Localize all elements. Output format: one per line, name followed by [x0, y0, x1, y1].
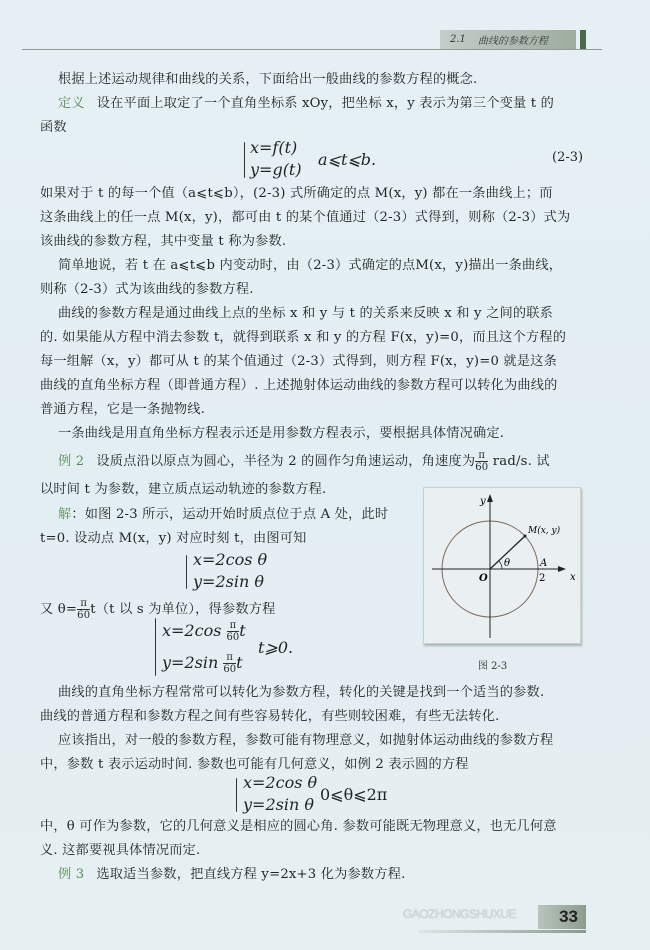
paragraph-line: 简单地说，若 t 在 a⩽t⩽b 内变动时，由（2-3）式确定的点M(x，y)描出一条曲线， [58, 258, 563, 273]
fraction: $\frac{\pi}{60}$ [77, 598, 91, 621]
paragraph-line: 应该指出，对一般的参数方程，参数可能有物理意义，如抛射体运动曲线的参数方程 [58, 733, 554, 748]
paragraph-line: 每一组解（x，y）都可从 t 的某个值通过（2-3）式得到，则方程 F(x，y)=0 就是这条 [40, 354, 557, 369]
svg-text:2: 2 [539, 573, 546, 584]
solution-line-2: t=0. 设动点 M(x，y) 对应时刻 t，由图可知 [40, 531, 307, 546]
paragraph-line: 该曲线的参数方程，其中变量 t 称为参数. [40, 234, 287, 249]
example-2-text-end: rad/s. 试 [492, 454, 550, 469]
fraction: $\frac{\pi}{60}$ [475, 450, 489, 473]
paragraph-line: 这条曲线上的任一点 M(x，y)，都可由 t 的某个值通过（2-3）式得到，则称（2-3）式为 [40, 210, 571, 225]
svg-text:θ: θ [504, 558, 511, 569]
solution-text: t（t 以 s 为单位），得参数方程 [90, 602, 276, 617]
solution-line-3 [40, 598, 276, 622]
equation-2-3-x: x=f(t) [250, 138, 298, 157]
page-number: 33 [538, 905, 586, 929]
svg-text:O: O [479, 573, 488, 584]
paragraph-line: 曲线的直角坐标方程常常可以转化为参数方程，转化的关键是找到一个适当的参数. [58, 685, 545, 700]
header-rule [22, 49, 602, 50]
equation-c-x: x=2cos θ [243, 773, 318, 792]
paragraph-line: 曲线的参数方程是通过曲线上点的坐标 x 和 y 与 t 的关系来反映 x 和 y 之间的联系 [58, 306, 554, 321]
footer-brand: GAOZHONGSHUXUE [403, 907, 517, 921]
solution-label: 解 [58, 507, 72, 522]
paragraph-line: 中，θ 可作为参数，它的几何意义是相应的圆心角. 参数可能既无物理意义，也无几何意 [40, 819, 557, 834]
solution-text: ：如图 2-3 所示，运动开始时质点位于点 A 处，此时 [71, 507, 389, 522]
svg-text:M(x, y): M(x, y) [528, 526, 561, 536]
paragraph-line: 曲线的直角坐标方程（即普通方程）. 上述抛射体运动曲线的参数方程可以转化为曲线的 [40, 378, 558, 393]
equation-b-range: t⩾0. [258, 638, 294, 657]
example-2-line-1 [58, 450, 550, 474]
paragraph-line: 则称（2-3）式为该曲线的参数方程. [40, 282, 254, 297]
paragraph-line: 一条曲线是用直角坐标方程表示还是用参数方程表示，要根据具体情况确定. [58, 426, 505, 441]
equation-2-3-range: a⩽t⩽b. [318, 150, 377, 169]
equation-c-y: y=2sin θ [243, 795, 314, 814]
brace [244, 142, 245, 178]
figure-caption: 图 2-3 [478, 661, 508, 672]
equation-number: (2-3) [552, 150, 584, 165]
section-number: 2.1 [450, 34, 466, 45]
definition-line-2: 函数 [40, 120, 67, 135]
header-marker [580, 30, 586, 50]
example-2-label: 例 2 [58, 454, 85, 469]
paragraph-line: 义. 这都要视具体情况而定. [40, 843, 201, 858]
footer-rule [418, 930, 586, 933]
svg-text:x: x [570, 572, 576, 583]
definition-line-1 [58, 92, 554, 116]
equation-2-3-y: y=g(t) [250, 160, 302, 179]
paragraph-intro: 根据上述运动规律和曲线的关系，下面给出一般曲线的参数方程的概念. [58, 72, 478, 87]
paragraph-line: 的. 如果能从方程中消去参数 t，就得到联系 x 和 y 的方程 F(x，y)=0，而且这个方程的 [40, 330, 567, 345]
example-2-line-2: 以时间 t 为参数，建立质点运动轨迹的参数方程. [40, 482, 327, 497]
equation-a-x: x=2cos θ [193, 550, 268, 569]
section-title: 曲线的参数方程 [477, 36, 548, 47]
equation-b-x: x=2cos $\frac{\pi}{60}$ t [162, 620, 246, 643]
solution-line-1 [58, 503, 388, 527]
example-2-text: 设质点沿以原点为圆心，半径为 2 的圆作匀角速运动，角速度为 [96, 454, 476, 469]
equation-c-range: 0⩽θ⩽2π [320, 785, 388, 804]
definition-label: 定义 [58, 96, 85, 111]
equation-a-y: y=2sin θ [193, 572, 264, 591]
definition-text: 设在平面上取定了一个直角坐标系 xOy，把坐标 x，y 表示为第三个变量 t 的 [96, 96, 555, 111]
svg-text:A: A [540, 558, 548, 569]
solution-text: 又 θ= [40, 602, 78, 617]
example-3-line [58, 863, 406, 887]
paragraph-line: 普通方程，它是一条抛物线. [40, 402, 206, 417]
brace [155, 618, 156, 676]
brace [186, 555, 187, 589]
figure-2-3 [423, 487, 581, 644]
example-3-text: 选取适当参数，把直线方程 y=2x+3 化为参数方程. [96, 867, 406, 882]
equation-b-y: y=2sin $\frac{\pi}{60}$ t [162, 652, 243, 675]
section-header [440, 30, 576, 49]
paragraph-line: 曲线的普通方程和参数方程之间有些容易转化，有些则较困难，有些无法转化. [40, 709, 500, 724]
paragraph-line: 中，参数 t 表示运动时间. 参数也可能有几何意义，如例 2 表示圆的方程 [40, 757, 469, 772]
circle-diagram [424, 488, 580, 643]
svg-text:y: y [480, 496, 486, 507]
paragraph-line: 如果对于 t 的每一个值（a⩽t⩽b），(2-3) 式所确定的点 M(x，y) 都在一条曲线上；而 [40, 186, 553, 201]
example-3-label: 例 3 [58, 867, 85, 882]
brace [236, 778, 237, 812]
